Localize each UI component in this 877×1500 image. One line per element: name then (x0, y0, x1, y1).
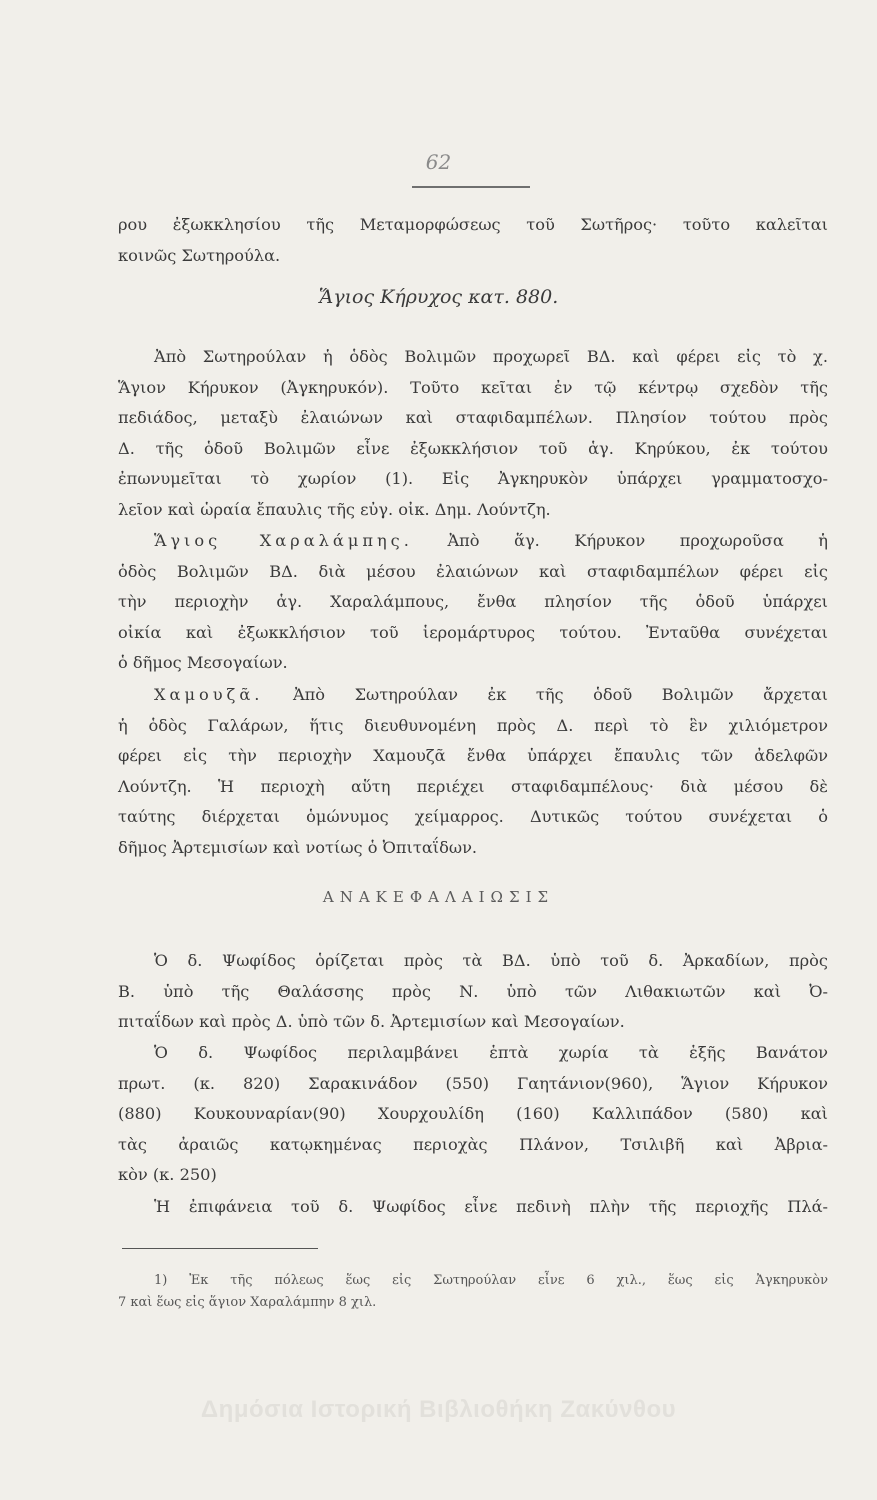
section-heading-summary: ΑΝΑΚΕΦΑΛΑΙΩΣΙΣ (322, 888, 555, 906)
text-line: ταύτης διέρχεται ὁμώνυμος χείμαρρος. Δυτικῶς τούτου συνέχεται ὁ (118, 807, 828, 827)
footnote-line: 7 καὶ ἕως εἰς ἅγιον Χαραλάμπην 8 χιλ. (118, 1295, 377, 1310)
text-line: Ὁ δ. Ψωφίδος περιλαμβάνει ἑπτὰ χωρία τὰ ἑξῆς Βανάτον (154, 1043, 828, 1062)
footnote (118, 1270, 828, 1314)
text-line: οἰκία καὶ ἐξωκκλήσιον τοῦ ἱερομάρτυρος τούτου. Ἐνταῦθα συνέχεται (118, 622, 828, 642)
text-line: πρωτ. (κ. 820) Σαρακινάδον (550) Γαητάνιον(960), Ἅγιον Κήρυκον (118, 1073, 828, 1093)
text-line: ρου ἐξωκκλησίου τῆς Μεταμορφώσεως τοῦ Σωτῆρος· τοῦτο καλεῖται (118, 215, 828, 234)
text-line: ἐπωνυμεῖται τὸ χωρίον (1). Εἰς Ἀγκηρυκὸν ὑπάρχει γραμματοσχο- (118, 469, 828, 489)
text-line: κὸν (κ. 250) (118, 1165, 217, 1185)
text-line: Δ. τῆς ὁδοῦ Βολιμῶν εἶνε ἐξωκκλήσιον τοῦ ἁγ. Κηρύκου, ἐκ τούτου (118, 438, 828, 458)
header-rule (412, 186, 530, 188)
footnote-line: 1) Ἐκ τῆς πόλεως ἕως εἰς Σωτηρούλαν εἶνε 6 χιλ., ἕως εἰς Ἀγκηρυκὸν (154, 1273, 828, 1288)
paragraph-agios-charalampis (118, 526, 828, 679)
library-watermark: Δημόσια Ιστορική Βιβλιοθήκη Ζακύνθου (200, 1396, 677, 1423)
text-line: κοινῶς Σωτηρούλα. (118, 245, 281, 265)
text-line: Χαμουζᾶ. Ἀπὸ Σωτηρούλαν ἐκ τῆς ὁδοῦ Βολιμῶν ἄρχεται (154, 685, 828, 704)
place-name-label: Ἅγιος Χαραλάμπης. (154, 531, 413, 550)
text-line: Λούντζη. Ἡ περιοχὴ αὕτη περιέχει σταφιδαμπέλους· διὰ μέσου δὲ (118, 776, 828, 796)
text-line: τὰς ἀραιῶς κατῳκημένας περιοχὰς Πλάνον, Τσιλιβῆ καὶ Ἀβρια- (118, 1134, 828, 1154)
paragraph-agkerykon (118, 342, 828, 526)
text-line: Ἅγιον Κήρυκον (Ἀγκηρυκόν). Τοῦτο κεῖται ἐν τῷ κέντρῳ σχεδὸν τῆς (118, 377, 828, 397)
paragraph-chamouza (118, 680, 828, 864)
text-line: Ἀπὸ Σωτηρούλαν ἡ ὁδὸς Βολιμῶν προχωρεῖ ΒΔ. καὶ φέρει εἰς τὸ χ. (154, 347, 828, 366)
text-line: λεῖον καὶ ὡραία ἔπαυλις τῆς εὐγ. οἰκ. Δημ. Λούντζη. (118, 499, 551, 519)
text-line: Ἅγιος Χαραλάμπης. Ἀπὸ ἅγ. Κήρυκον προχωροῦσα ἡ (154, 531, 828, 550)
paragraph-borders (118, 946, 828, 1038)
text-line: (880) Κουκουναρίαν(90) Χουρχουλίδη (160) Καλλιπάδον (580) καὶ (118, 1104, 828, 1124)
footnote-rule (122, 1248, 318, 1249)
text-line: τὴν περιοχὴν ἁγ. Χαραλάμπους, ἔνθα πλησίον τῆς ὁδοῦ ὑπάρχει (118, 592, 828, 612)
text-line: φέρει εἰς τὴν περιοχὴν Χαμουζᾶ ἔνθα ὑπάρχει ἔπαυλις τῶν ἀδελφῶν (118, 746, 828, 766)
text-line: ὁ δῆμος Μεσογαίων. (118, 653, 288, 673)
text-line: Ἡ ἐπιφάνεια τοῦ δ. Ψωφίδος εἶνε πεδινὴ πλὴν τῆς περιοχῆς Πλά- (154, 1197, 828, 1216)
text-line: πιταΐδων καὶ πρὸς Δ. ὑπὸ τῶν δ. Ἀρτεμισίων καὶ Μεσογαίων. (118, 1012, 625, 1032)
text-line: Β. ὑπὸ τῆς Θαλάσσης πρὸς Ν. ὑπὸ τῶν Λιθακιωτῶν καὶ Ὀ- (118, 981, 828, 1001)
text-line: Ὁ δ. Ψωφίδος ὁρίζεται πρὸς τὰ ΒΔ. ὑπὸ τοῦ δ. Ἀρκαδίων, πρὸς (154, 951, 828, 970)
text-line: ἡ ὁδὸς Γαλάρων, ἥτις διευθυνομένη πρὸς Δ. περὶ τὸ ἓν χιλιόμετρον (118, 715, 828, 735)
subheading-agios-kerykos: Ἅγιος Κήρυχος κατ. 880. (318, 286, 559, 308)
place-name-label: Χαμουζᾶ. (154, 685, 264, 704)
paragraph-villages (118, 1038, 828, 1191)
text-line: ὁδὸς Βολιμῶν ΒΔ. διὰ μέσου ἐλαιώνων καὶ σταφιδαμπέλων φέρει εἰς (118, 561, 828, 581)
text-line: δῆμος Ἀρτεμισίων καὶ νοτίως ὁ Ὀπιταΐδων. (118, 837, 478, 857)
text-line: πεδιάδος, μεταξὺ ἐλαιώνων καὶ σταφιδαμπέλων. Πλησίον τούτου πρὸς (118, 408, 828, 428)
page-number: 62 (425, 150, 452, 174)
paragraph-surface (118, 1192, 828, 1223)
opening-paragraph (118, 210, 828, 271)
